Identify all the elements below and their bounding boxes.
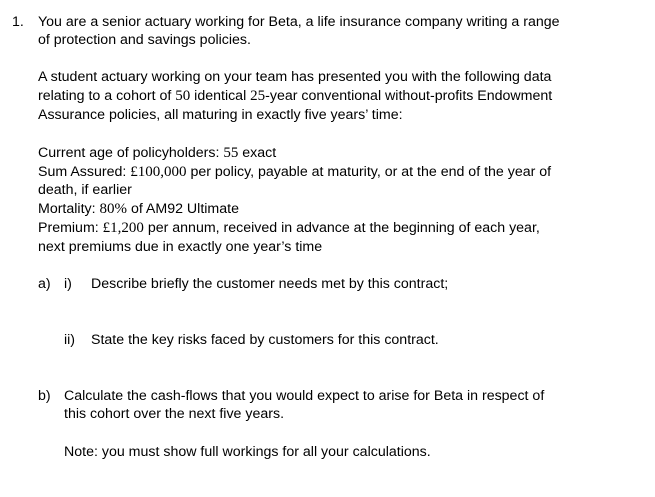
para2-line-1: A student actuary working on your team has presented you with the following data — [38, 69, 552, 85]
part-ai-text: Describe briefly the customer needs met by this contract; — [91, 276, 449, 292]
part-a-label: a) — [38, 276, 51, 292]
part-ai-label: i) — [64, 276, 72, 292]
part-b-line-2: this cohort over the next five years. — [64, 406, 285, 422]
question-number: 1. — [12, 14, 24, 30]
data-premium: Premium: £1,200 per annum, received in advance at the beginning of each year, — [38, 220, 540, 236]
part-b-line-1: Calculate the cash-flows that you would expect to arise for Beta in respect of — [64, 388, 545, 404]
part-aii-label: ii) — [64, 332, 76, 348]
data-premium-cont: next premiums due in exactly one year’s time — [38, 239, 323, 255]
part-b-note: Note: you must show full workings for all your calculations. — [64, 444, 431, 460]
intro-line-2: of protection and savings policies. — [38, 32, 251, 48]
intro-line-1: You are a senior actuary working for Beta, a life insurance company writing a range — [38, 14, 560, 30]
part-aii-text: State the key risks faced by customers for this contract. — [91, 332, 439, 348]
data-age: Current age of policyholders: 55 exact — [38, 145, 277, 161]
data-sum-assured: Sum Assured: £100,000 per policy, payable at maturity, or at the end of the year of — [38, 164, 552, 180]
para2-line-3: Assurance policies, all maturing in exactly five years’ time: — [38, 107, 403, 123]
data-sum-assured-cont: death, if earlier — [38, 182, 132, 198]
data-mortality: Mortality: 80% of AM92 Ultimate — [38, 201, 239, 217]
para2-line-2: relating to a cohort of 50 identical 25-year conventional without-profits Endowment — [38, 88, 553, 104]
part-b-label: b) — [38, 388, 51, 404]
